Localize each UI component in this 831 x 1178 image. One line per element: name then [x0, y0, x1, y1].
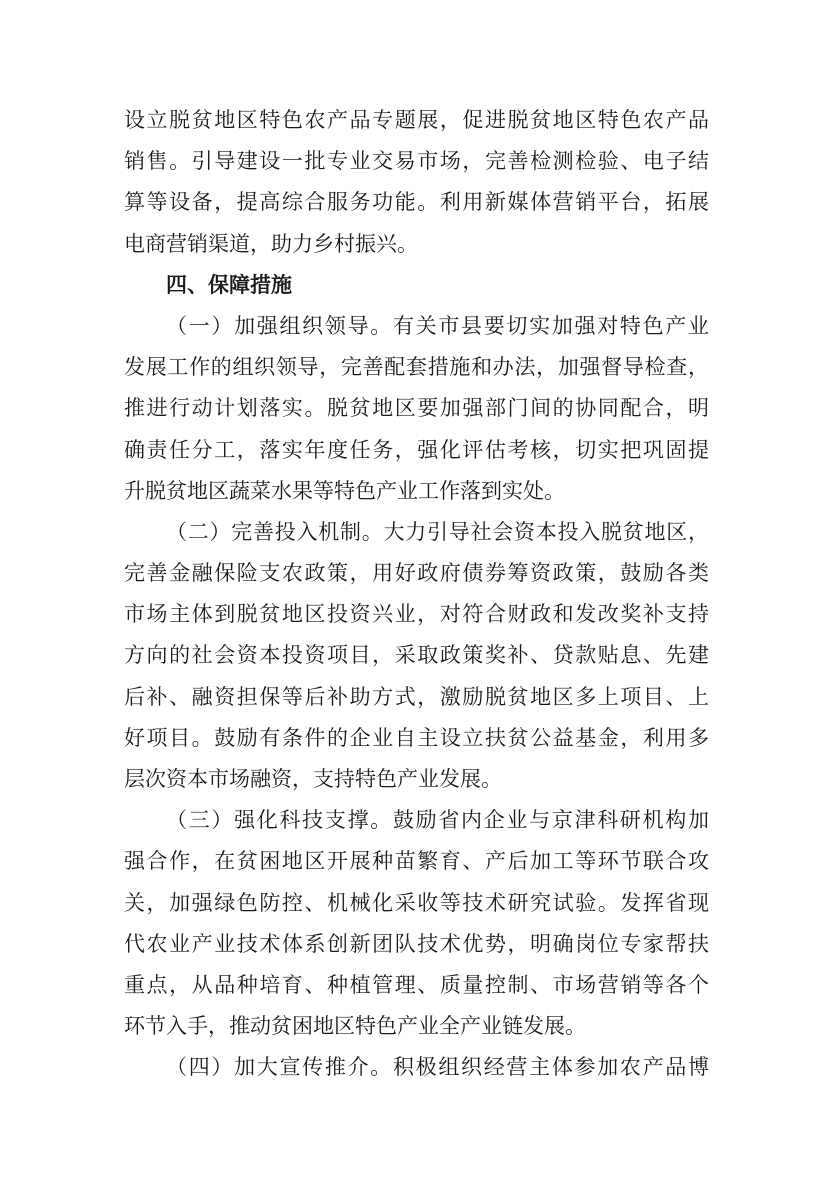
- text-line: 代农业产业技术体系创新团队技术优势，明确岗位专家帮扶: [124, 931, 709, 956]
- text-line: 方向的社会资本投资项目，采取政策奖补、贷款贴息、先建: [124, 643, 709, 668]
- text-line: 设立脱贫地区特色农产品专题展，促进脱贫地区特色农产品: [124, 108, 709, 132]
- text-line: 后补、融资担保等后补助方式，激励脱贫地区多上项目、上: [124, 684, 709, 709]
- text-line: 发展工作的组织领导，完善配套措施和办法，加强督导检查，: [124, 355, 709, 380]
- text-line: 完善金融保险支农政策，用好政府债券筹资政策，鼓励各类: [124, 561, 709, 586]
- text-line: 确责任分工，落实年度任务，强化评估考核，切实把巩固提: [124, 437, 709, 462]
- text-line: 销售。引导建设一批专业交易市场，完善检测检验、电子结: [124, 149, 709, 174]
- text-line: （四）加大宣传推介。积极组织经营主体参加农产品博: [166, 1055, 709, 1080]
- document-body: [124, 100, 709, 1089]
- text-line: 算等设备，提高综合服务功能。利用新媒体营销平台，拓展: [124, 190, 709, 215]
- text-line: 强合作，在贫困地区开展种苗繁育、产后加工等环节联合攻: [124, 849, 709, 874]
- text-line: 层次资本市场融资，支持特色产业发展。: [124, 767, 502, 791]
- text-line: 推进行动计划落实。脱贫地区要加强部门间的协同配合，明: [124, 396, 709, 421]
- section-heading: 四、保障措施: [166, 272, 292, 297]
- text-line: 关，加强绿色防控、机械化采收等技术研究试验。发挥省现: [124, 890, 709, 915]
- text-line: （二）完善投入机制。大力引导社会资本投入脱贫地区，: [166, 519, 709, 544]
- text-line: 电商营销渠道，助力乡村振兴。: [124, 231, 418, 256]
- text-line: （三）强化科技支撑。鼓励省内企业与京津科研机构加: [166, 808, 709, 833]
- text-line: （一）加强组织领导。有关市县要切实加强对特色产业: [166, 313, 709, 338]
- text-line: 好项目。鼓励有条件的企业自主设立扶贫公益基金，利用多: [124, 725, 709, 750]
- text-line: 市场主体到脱贫地区投资兴业，对符合财政和发改奖补支持: [124, 602, 709, 627]
- text-line: 升脱贫地区蔬菜水果等特色产业工作落到实处。: [124, 478, 565, 503]
- text-line: 重点，从品种培育、种植管理、质量控制、市场营销等各个: [124, 972, 709, 997]
- text-line: 环节入手，推动贫困地区特色产业全产业链发展。: [124, 1014, 586, 1039]
